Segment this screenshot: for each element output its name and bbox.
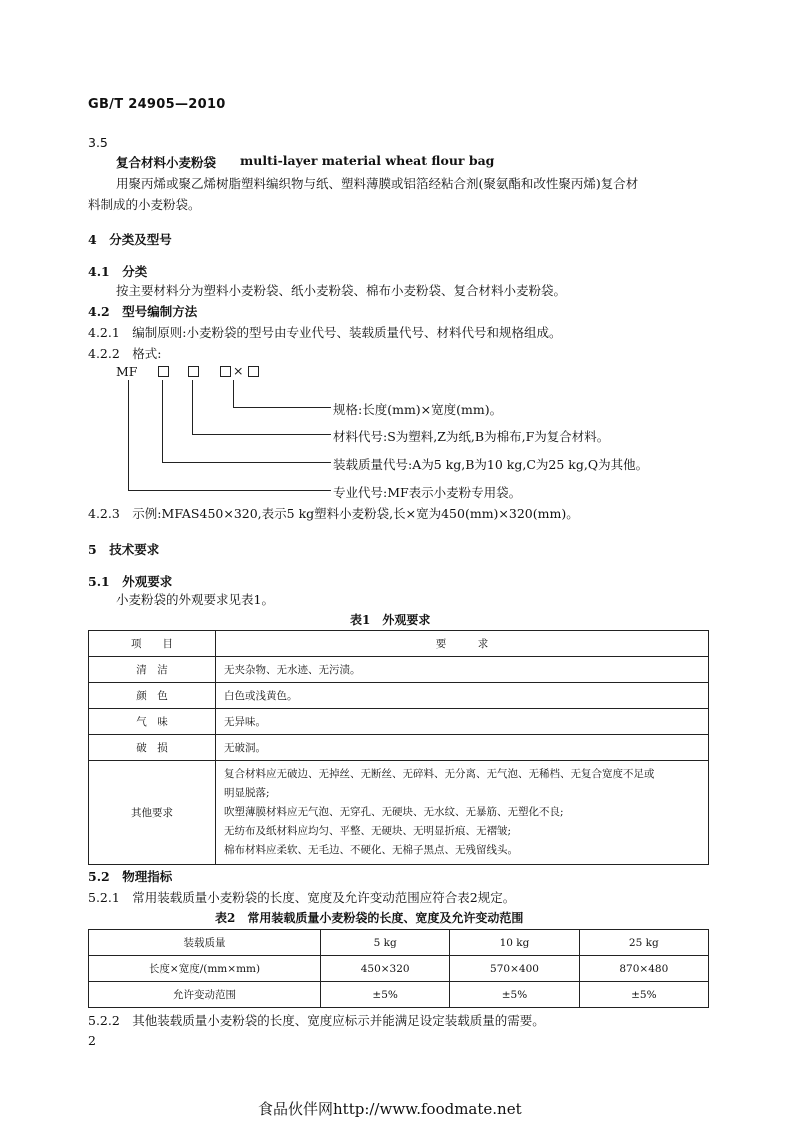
table-row	[89, 982, 709, 1008]
clause: 4.2.1 编制原则:小麦粉袋的型号由专业代号、装载质量代号、材料代号和规格组成。	[88, 325, 562, 340]
standard-number: GB/T 24905—2010	[88, 97, 226, 112]
connector	[233, 407, 331, 408]
subsection-heading: 4.2 型号编制方法	[88, 304, 198, 319]
clause: 5.2.1 常用装载质量小麦粉袋的长度、宽度及允许变动范围应符合表2规定。	[88, 890, 516, 905]
code-box-width	[248, 366, 259, 377]
table-row	[89, 735, 709, 761]
clause: 4.2.2 格式:	[88, 346, 162, 361]
item-cell: 清 洁	[89, 657, 216, 683]
req-cell: 无破洞。	[216, 735, 709, 761]
table-row	[89, 761, 709, 865]
paragraph: 按主要材料分为塑料小麦粉袋、纸小麦粉袋、棉布小麦粉袋、复合材料小麦粉袋。	[116, 283, 567, 298]
code-box-length	[220, 366, 231, 377]
section-number: 3.5	[88, 135, 108, 150]
label-material: 材料代号:S为塑料,Z为纸,B为棉布,F为复合材料。	[333, 429, 610, 444]
req-cell: 无夹杂物、无水迹、无污渍。	[216, 657, 709, 683]
subsection-heading: 5.2 物理指标	[88, 869, 173, 884]
table2-caption: 表2 常用装载质量小麦粉袋的长度、宽度及允许变动范围	[215, 911, 524, 925]
item-cell: 破 损	[89, 735, 216, 761]
table1	[88, 630, 709, 865]
watermark: 食品伙伴网http://www.foodmate.net	[258, 1100, 522, 1118]
connector	[128, 380, 129, 491]
subsection-heading: 5.1 外观要求	[88, 574, 173, 589]
table-row	[89, 709, 709, 735]
header-cell: 5 kg	[321, 930, 450, 956]
table-row	[89, 683, 709, 709]
header-cell: 10 kg	[450, 930, 579, 956]
term-cn: 复合材料小麦粉袋	[116, 155, 217, 170]
clause: 5.2.2 其他装载质量小麦粉袋的长度、宽度应标示并能满足设定装载质量的需要。	[88, 1013, 545, 1028]
cell: 870×480	[579, 956, 708, 982]
label-prof: 专业代号:MF表示小麦粉专用袋。	[333, 485, 522, 500]
term-en: multi-layer material wheat flour bag	[240, 153, 495, 168]
table2	[88, 929, 709, 1008]
table-header-row	[89, 930, 709, 956]
header-cell: 要 求	[216, 631, 709, 657]
label-spec: 规格:长度(mm)×宽度(mm)。	[333, 402, 503, 417]
req-cell	[216, 761, 709, 865]
table-row	[89, 956, 709, 982]
header-cell: 项 目	[89, 631, 216, 657]
code-box-mass	[158, 366, 169, 377]
header-cell: 25 kg	[579, 930, 708, 956]
subsection-heading: 4.1 分类	[88, 264, 148, 279]
label-mass: 装载质量代号:A为5 kg,B为10 kg,C为25 kg,Q为其他。	[333, 457, 649, 472]
req-line: 复合材料应无破边、无掉丝、无断丝、无碎料、无分离、无气泡、无稀档、无复合宽度不足或	[224, 768, 655, 780]
section-heading: 5 技术要求	[88, 542, 160, 557]
connector	[192, 434, 331, 435]
connector	[162, 380, 163, 463]
example-clause: 4.2.3 示例:MFAS450×320,表示5 kg塑料小麦粉袋,长×宽为450(mm)×320(mm)。	[88, 506, 579, 521]
table1-caption: 表1 外观要求	[350, 613, 431, 627]
header-cell: 装载质量	[89, 930, 321, 956]
req-line: 明显脱落;	[224, 787, 270, 799]
code-prefix: MF	[116, 364, 138, 379]
table-header-row	[89, 631, 709, 657]
req-line: 棉布材料应柔软、无毛边、不硬化、无棉子黑点、无残留线头。	[224, 844, 518, 856]
cell: 570×400	[450, 956, 579, 982]
term-definition-cont: 料制成的小麦粉袋。	[88, 197, 201, 212]
term-definition: 用聚丙烯或聚乙烯树脂塑料编织物与纸、塑料薄膜或铝箔经粘合剂(聚氨酯和改性聚丙烯)复合材	[116, 176, 639, 191]
row-label: 长度×宽度/(mm×mm)	[89, 956, 321, 982]
item-cell: 颜 色	[89, 683, 216, 709]
connector	[162, 462, 331, 463]
req-cell: 无异味。	[216, 709, 709, 735]
cell: ±5%	[579, 982, 708, 1008]
req-line: 无纺布及纸材料应均匀、平整、无硬块、无明显折痕、无褶皱;	[224, 825, 512, 837]
row-label: 允许变动范围	[89, 982, 321, 1008]
section-heading: 4 分类及型号	[88, 232, 172, 247]
code-times: ×	[233, 363, 244, 378]
table-row	[89, 657, 709, 683]
item-cell: 气 味	[89, 709, 216, 735]
connector	[192, 380, 193, 435]
connector	[233, 380, 234, 408]
cell: ±5%	[321, 982, 450, 1008]
connector	[128, 490, 331, 491]
cell: ±5%	[450, 982, 579, 1008]
paragraph: 小麦粉袋的外观要求见表1。	[116, 592, 274, 607]
item-cell: 其他要求	[89, 761, 216, 865]
req-line: 吹塑薄膜材料应无气泡、无穿孔、无硬块、无水纹、无暴筋、无塑化不良;	[224, 806, 564, 818]
req-cell: 白色或浅黄色。	[216, 683, 709, 709]
cell: 450×320	[321, 956, 450, 982]
page-number: 2	[88, 1033, 96, 1048]
code-box-material	[188, 366, 199, 377]
